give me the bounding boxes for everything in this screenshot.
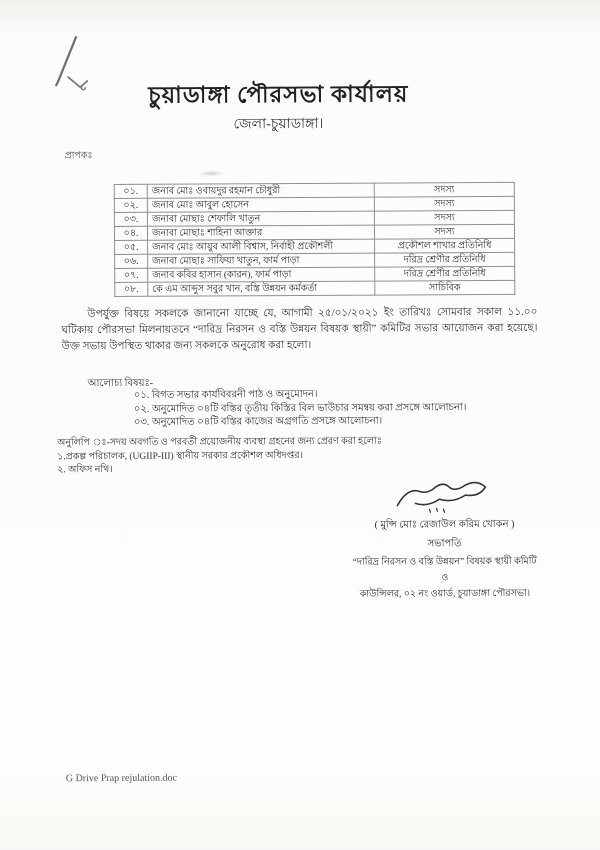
role-cell: সাচিবিক (375, 280, 515, 295)
role-cell: দরিদ্র শ্রেণীর প্রতিনিধি (375, 252, 515, 267)
serial-cell: ০১. (114, 184, 147, 198)
role-cell: সদস্য (374, 196, 514, 211)
copy-recipient-item: ১.প্রকল্প পরিচালক, (UGIIP-III) স্থানীয় সরকার প্রকৌশল অধিদপ্তর। (57, 450, 304, 462)
name-cell: জনাব মোঃ ওবায়দুর রহমান চৌধুরী (147, 183, 374, 198)
name-cell: জনাবা মোছাঃ শেফালি খাতুন (147, 211, 374, 226)
copy-recipient-item: ২. অফিস নথি। (57, 464, 113, 476)
serial-cell: ০২. (114, 198, 147, 212)
name-cell: জনাব কবির হাসান (কারন), ফার্ম পাড়া (148, 267, 375, 282)
signatory-councillor-line: কাউন্সিলর, ০২ নং ওয়ার্ড, চুয়াডাঙ্গা পৌরসভা। (359, 588, 531, 600)
serial-cell: ০৩. (114, 212, 147, 226)
handwritten-signature-icon (389, 477, 499, 516)
serial-cell: ০৭. (115, 268, 148, 282)
document-filename: G Drive Prap rejulation.doc (65, 772, 177, 785)
copy-distribution-label: অনুলিপি ঃ-সদয় অবগতি ও পরবর্তী প্রয়োজনীয় ব্যবস্থা গ্রহনের জন্য প্রেরণ করা হলোঃ (57, 436, 382, 449)
role-cell: প্রকৌশল শাখার প্রতিনিধি (375, 238, 515, 253)
name-cell: জনাবা মোছাঃ শাহিনা আক্তার (147, 225, 374, 240)
signatory-conjunction: ও (441, 573, 449, 584)
recipients-table (114, 182, 516, 297)
meeting-notice-paragraph: উপর্যুক্ত বিষয়ে সকলকে জানানো যাচ্ছে যে, আগামী ২৫/০১/২০২১ ইং তারিখঃ সোমবার সকাল ১১.০০ ঘটিকায় পৌরসভা মিলনায়তনে “দারিদ্র নিরসন ও বস্তি উন্নয়ন বিষয়ক স্থায়ী” কমিটির সভার আয়োজন করা হয়েছে। উক্ত সভায় উপস্থিত থাকার জন্য সকলকে অনুরোধ করা হলো। (61, 306, 538, 353)
office-title: চুয়াডাঙ্গা পৌরসভা কার্যালয় (148, 81, 409, 108)
agenda-heading: আলোচ্য বিষয়ঃ- (87, 377, 154, 390)
scan-smudge (199, 170, 225, 176)
table-row (115, 280, 515, 296)
name-cell: জনাব মোঃ আয়ুব আলী বিশ্বাস, নির্বাহী প্রকৌশলী (148, 239, 375, 254)
serial-cell: ০৮. (115, 282, 148, 296)
signature-block (318, 477, 571, 603)
role-cell: সদস্য (374, 224, 514, 239)
agenda-list (134, 387, 467, 429)
role-cell: সদস্য (374, 182, 514, 197)
role-cell: সদস্য (374, 210, 514, 225)
name-cell: কে এম আব্দুস সবুর খান, বস্তি উন্নয়ন কর্মকর্তা (148, 281, 375, 296)
signatory-designation: সভাপতি (427, 538, 462, 550)
serial-cell: ০৬. (115, 254, 148, 268)
copy-distribution-block (57, 436, 382, 478)
name-cell: জনাব মোঃ আবুল হোসেন (147, 197, 374, 212)
signatory-committee: “দারিদ্র নিরসন ও বস্তি উন্নয়ন” বিষয়ক স্থায়ী কমিটি (352, 556, 537, 568)
district-subtitle: জেলা-চুয়াডাঙ্গা। (233, 116, 324, 133)
serial-cell: ০৪. (114, 226, 147, 240)
role-cell: দরিদ্র শ্রেণীর প্রতিনিধি (375, 266, 515, 281)
name-cell: জনাবা মোছাঃ সাফিয়া খাতুন, ফার্ম পাড়া (148, 253, 375, 268)
signatory-name: ( মুন্সি মোঃ রেজাউল করিম খোকন ) (374, 518, 515, 531)
serial-cell: ০৫. (115, 240, 148, 254)
agenda-item: ০১. বিগত সভার কার্যবিবরনী পাঠ ও অনুমোদন। (133, 388, 318, 401)
agenda-item: ০৩. অনুমোদিত ০৪টি বস্তির কাজের অগ্রগতি প্রসঙ্গে আলোচনা। (133, 415, 383, 428)
recipient-label: প্রাপকঃ (64, 151, 93, 162)
agenda-item: ০২. অনুমোদিত ০৪টি বস্তির তৃতীয় কিস্তির বিল ভাউচার সমন্বয় করা প্রসঙ্গে আলোচনা। (133, 401, 467, 415)
